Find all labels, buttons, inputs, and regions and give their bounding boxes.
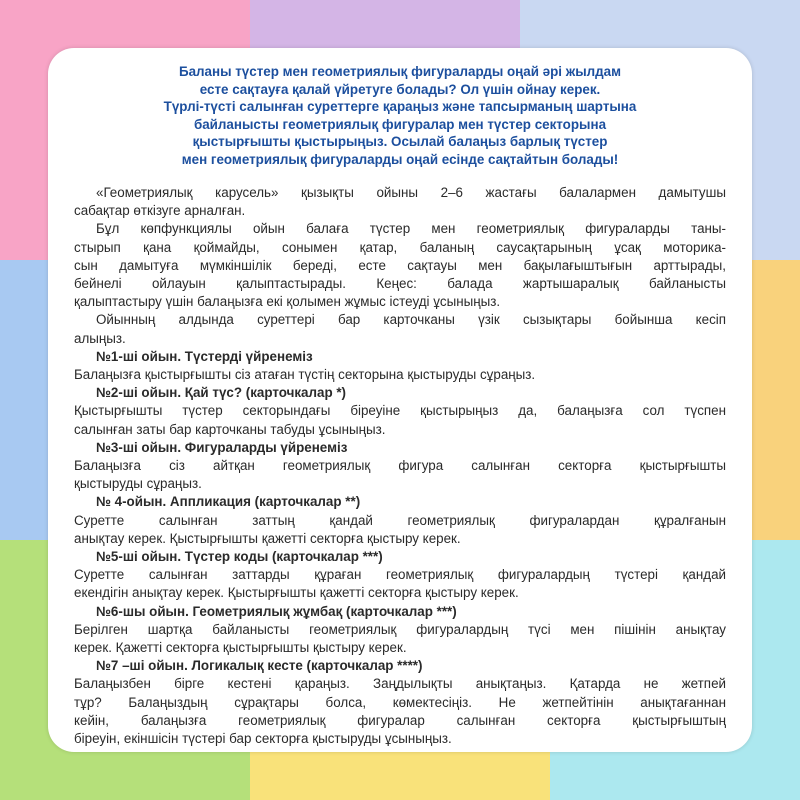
body-line: салынған заты бар карточканы табуды ұсыныңыз. [74,421,386,437]
intro-line: мен геометриялық фигураларды оңай есінде сақтайтын болады! [181,151,619,167]
body-line: алыңыз. [74,330,126,346]
body-line: Балаңызға сіз айтқан геометриялық фигура салынған секторға қыстырғышты [74,458,726,474]
game-3-heading: №3-ші ойын. Фигураларды үйренеміз [96,439,348,455]
body-line: керек. Қажетті секторға қыстырғышты қыстыру керек. [74,640,407,656]
body-line: біреуін, екіншісін түстері бар секторға қыстыруды ұсыныңыз. [74,731,452,747]
body-line: қалыптастыру үшін балаңызға екі қолымен жұмыс істеуді ұсыныңыз. [74,294,501,310]
body-line: екендігін анықтау керек. Қыстырғышты қажетті секторға қыстыру керек. [74,585,519,601]
body-line: Суретте салынған заттың қандай геометриялық фигуралардан құралғанын [74,512,726,528]
game-6-heading: №6-шы ойын. Геометриялық жұмбақ (карточкалар ***) [96,603,457,619]
body-line: кейін, балаңызға геометриялық фигуралар салынған секторға қыстырғыштың [74,712,726,728]
game-2-heading: №2-ші ойын. Қай түс? (карточкалар *) [96,385,347,401]
body-line: бейнелі ойлауын қалыптастырады. Кеңес: балада жартышаралық байланысты [74,276,726,292]
game-5-heading: №5-ші ойын. Түстер коды (карточкалар ***) [96,549,383,565]
body-line: Қыстырғышты түстер секторындағы біреуіне қыстырыңыз да, балаңызға сол түспен [74,403,726,419]
body-line: Балаңызға қыстырғышты сіз атаған түстің секторына қыстыруды сұраңыз. [74,367,536,383]
body-line: анықтау керек. Қыстырғышты қажетті секторға қыстыру керек. [74,530,461,546]
body-line: Бұл көпфункциялы ойын балаға түстер мен геометриялық фигураларды таны- [96,221,726,237]
body-line: стырып қана қоймайды, сонымен қатар, баланың саусақтарының ұсақ моторика- [74,239,726,255]
body-line: Ойынның алдында суреттері бар карточканы үзік сызықтары бойынша кесіп [96,312,726,328]
intro-line: қыстырғышты қыстырыңыз. Осылай балаңыз барлық түстер [192,134,608,150]
game-1-heading: №1-ші ойын. Түстерді үйренеміз [96,348,313,364]
body-line: сабақтар өткізуге арналған. [74,203,246,219]
instructions-body [74,184,726,748]
intro-paragraph [60,63,740,169]
body-line: қыстыруды сұраңыз. [74,476,202,492]
body-line: Суретте салынған заттарды құраған геометриялық фигуралардың түстері қандай [74,567,726,583]
body-line: Балаңызбен бірге кестені қараңыз. Заңдылықты анықтаңыз. Қатарда не жетпей [74,676,726,692]
body-line: тұр? Балаңыздың сұрақтары болса, көмектесіңіз. Не жетпейтінін анықтағаннан [74,694,726,710]
game-7-heading: №7 –ші ойын. Логикалық кесте (карточкалар ****) [96,658,423,674]
intro-line: Түрлі-түсті салынған суреттерге қараңыз және тапсырманың шартына [163,99,637,115]
body-line: сын дамытуға мүмкіншілік береді, есте сақтауы мен бақылағыштығын арттырады, [74,257,726,273]
body-line: Берілген шартқа байланысты геометриялық фигуралардың түсі мен пішінін анықтау [74,621,726,637]
body-line: «Геометриялық карусель» қызықты ойыны 2–6 жастағы балалармен дамытушы [96,185,726,200]
intro-line: есте сақтауға қалай үйретуге болады? Ол үшін ойнау керек. [199,81,601,97]
intro-line: байланысты геометриялық фигуралар мен түстер секторына [193,116,607,132]
intro-line: Баланы түстер мен геометриялық фигураларды оңай әрі жылдам [178,64,622,79]
game-4-heading: № 4-ойын. Аппликация (карточкалар **) [96,494,361,510]
